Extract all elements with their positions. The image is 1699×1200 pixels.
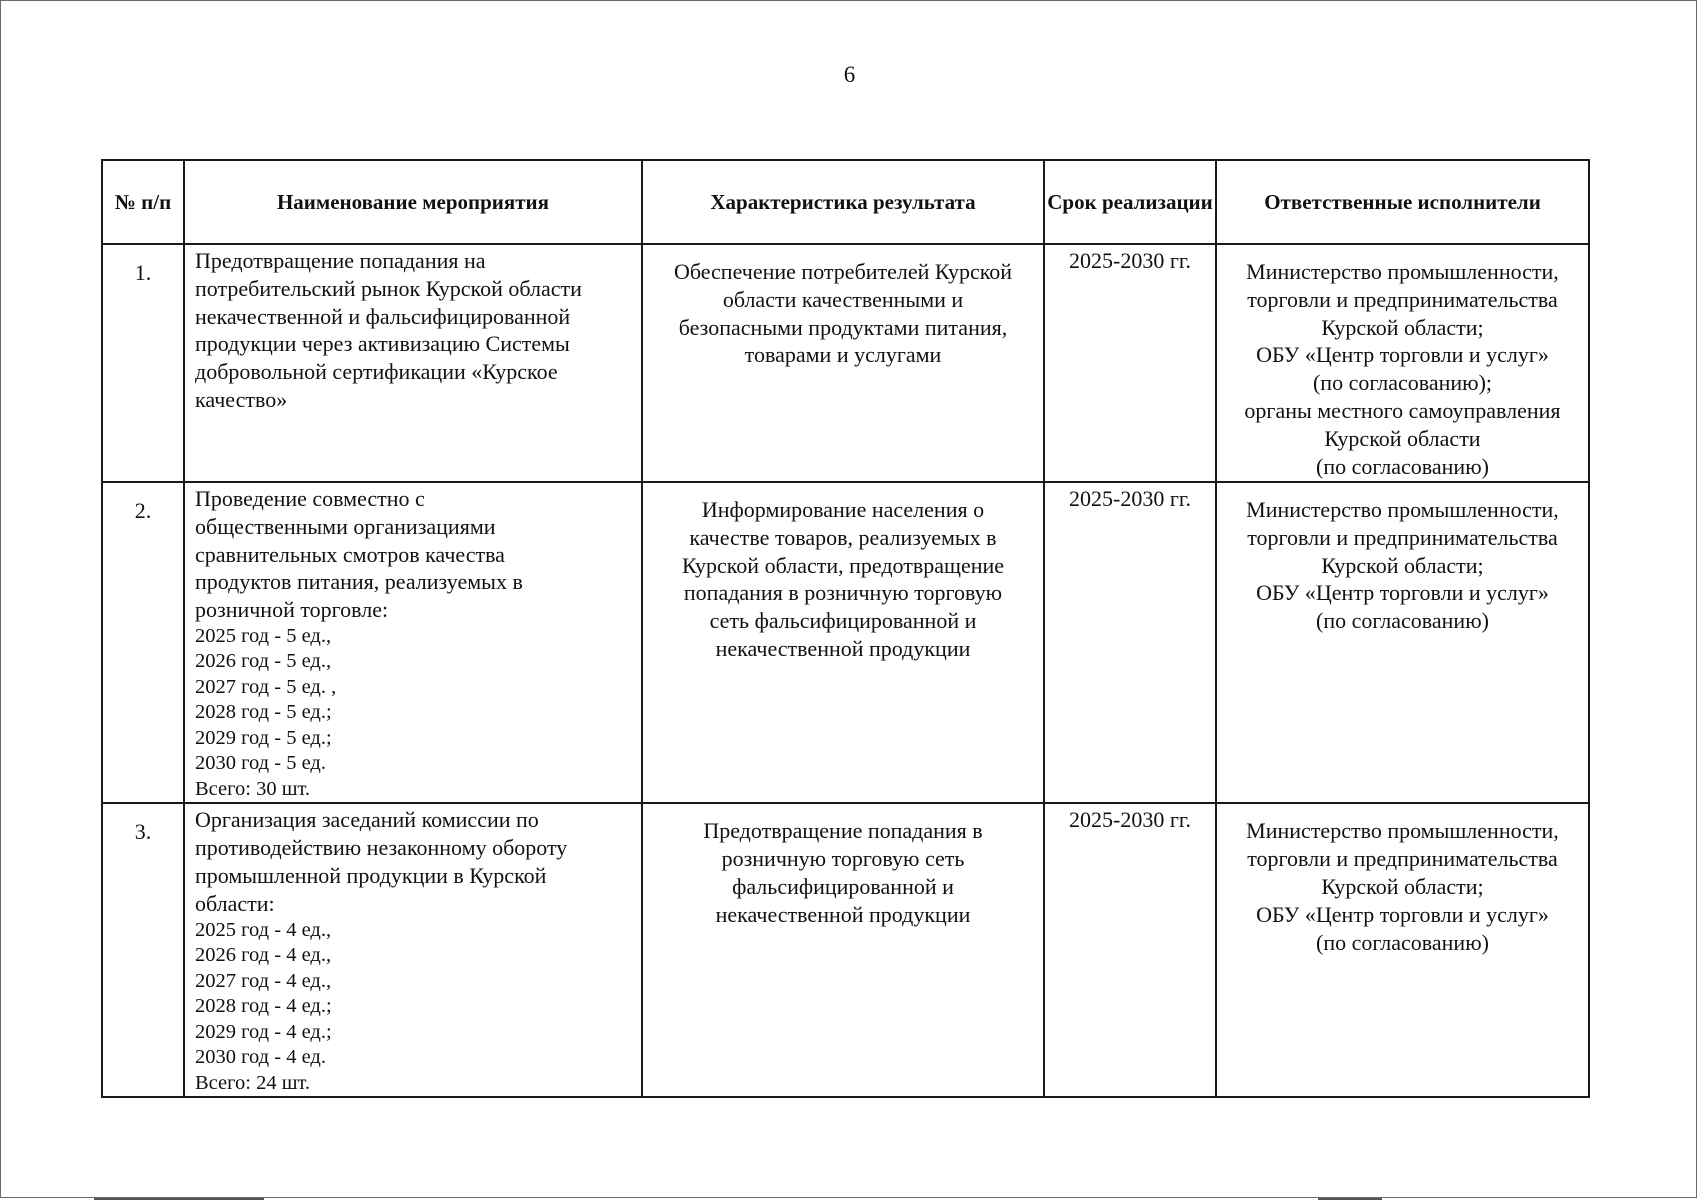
text-line: Курской области;	[1321, 874, 1484, 900]
text-line: 2030 год - 4 ед.	[195, 1046, 326, 1069]
text-line: Курской области, предотвращение	[681, 552, 1005, 578]
text-line: ОБУ «Центр торговли и услуг»	[1256, 901, 1549, 927]
text-line: продукции через активизацию Системы	[195, 331, 570, 357]
text-line: Организация заседаний комиссии по	[195, 807, 539, 833]
text-line: некачественной и фальсифицированной	[195, 303, 571, 329]
text-line: противодействию незаконному обороту	[195, 835, 568, 861]
text-line: розничной торговле:	[195, 597, 389, 623]
page-number: 6	[843, 62, 856, 87]
text-line: 2030 год - 5 ед.	[195, 752, 326, 775]
text-line: Министерство промышленности,	[1246, 497, 1559, 522]
header-name: Наименование мероприятия	[184, 160, 642, 244]
text-line: качество»	[195, 386, 288, 412]
cell-num: 2.	[102, 482, 184, 803]
text-line: Курской области	[1324, 425, 1481, 451]
text-line: 2025 год - 4 ед.,	[195, 918, 332, 941]
text-line: промышленной продукции в Курской	[195, 863, 547, 889]
text-line: 2028 год - 4 ед.;	[195, 995, 332, 1018]
text-line: сеть фальсифицированной и	[709, 608, 977, 634]
text-line: товарами и услугами	[744, 342, 942, 368]
text-line: Министерство промышленности,	[1246, 818, 1559, 844]
text-line: (по согласованию)	[1316, 453, 1489, 479]
text-line: безопасными продуктами питания,	[678, 314, 1008, 340]
cell-responsible	[1216, 244, 1589, 482]
cell-term: 2025-2030 гг.	[1044, 803, 1216, 1097]
text-line: Предотвращение попадания на	[195, 248, 486, 273]
header-num: № п/п	[102, 160, 184, 244]
cell-name	[184, 244, 642, 482]
text-line: продуктов питания, реализуемых в	[195, 569, 523, 595]
text-line: фальсифицированной и	[732, 874, 954, 900]
text-line: торговли и предпринимательства	[1247, 286, 1558, 312]
cell-term: 2025-2030 гг.	[1044, 482, 1216, 803]
text-line: 2029 год - 5 ед.;	[195, 726, 332, 749]
text-line: Всего: 24 шт.	[195, 1071, 311, 1094]
table-header-row	[102, 160, 1589, 244]
cell-term: 2025-2030 гг.	[1044, 244, 1216, 482]
measures-table	[101, 159, 1590, 1098]
text-line: торговли и предпринимательства	[1247, 846, 1558, 872]
table-row	[102, 482, 1589, 803]
text-line: Курской области;	[1321, 552, 1484, 578]
text-line: Курской области;	[1321, 314, 1484, 340]
text-line: Обеспечение потребителей Курской	[673, 259, 1013, 284]
text-line: некачественной продукции	[715, 901, 971, 927]
text-line: области качественными и	[722, 286, 964, 312]
cell-responsible	[1216, 482, 1589, 803]
text-line: Всего: 30 шт.	[195, 777, 311, 800]
text-line: добровольной сертификации «Курское	[195, 359, 558, 385]
text-line: 2026 год - 5 ед.,	[195, 650, 332, 673]
text-line: качестве товаров, реализуемых в	[689, 524, 997, 550]
cell-result	[642, 244, 1044, 482]
text-line: (по согласованию);	[1312, 370, 1493, 396]
text-line: 2025 год - 5 ед.,	[195, 624, 332, 647]
cell-num: 3.	[102, 803, 184, 1097]
text-line: 2027 год - 5 ед. ,	[195, 675, 337, 698]
text-line: органы местного самоуправления	[1244, 397, 1561, 423]
text-line: сравнительных смотров качества	[195, 541, 505, 567]
text-line: 2029 год - 4 ед.;	[195, 1020, 332, 1043]
text-line: некачественной продукции	[715, 635, 971, 661]
text-line: попадания в розничную торговую	[683, 580, 1003, 606]
cell-result	[642, 803, 1044, 1097]
text-line: (по согласованию)	[1316, 929, 1489, 955]
cell-name	[184, 803, 642, 1097]
cell-result	[642, 482, 1044, 803]
text-line: 2026 год - 4 ед.,	[195, 944, 332, 967]
cell-num: 1.	[102, 244, 184, 482]
cell-name	[184, 482, 642, 803]
header-term: Срок реализации	[1044, 160, 1216, 244]
text-line: 2028 год - 5 ед.;	[195, 701, 332, 724]
text-line: Информирование населения о	[701, 497, 985, 522]
text-line: торговли и предпринимательства	[1247, 524, 1558, 550]
table-row	[102, 803, 1589, 1097]
cell-responsible	[1216, 803, 1589, 1097]
table-row	[102, 244, 1589, 482]
text-line: Предотвращение попадания в	[703, 818, 983, 844]
header-responsible: Ответственные исполнители	[1216, 160, 1589, 244]
text-line: Проведение совместно с	[195, 486, 425, 511]
text-line: области:	[195, 890, 275, 916]
header-result: Характеристика результата	[642, 160, 1044, 244]
text-line: ОБУ «Центр торговли и услуг»	[1256, 580, 1549, 606]
text-line: розничную торговую сеть	[721, 846, 965, 872]
text-line: 2027 год - 4 ед.,	[195, 969, 332, 992]
text-line: ОБУ «Центр торговли и услуг»	[1256, 342, 1549, 368]
text-line: потребительский рынок Курской области	[195, 275, 582, 301]
text-line: общественными организациями	[195, 513, 496, 539]
text-line: (по согласованию)	[1316, 608, 1489, 634]
text-line: Министерство промышленности,	[1246, 259, 1559, 284]
table-body	[102, 244, 1589, 1097]
